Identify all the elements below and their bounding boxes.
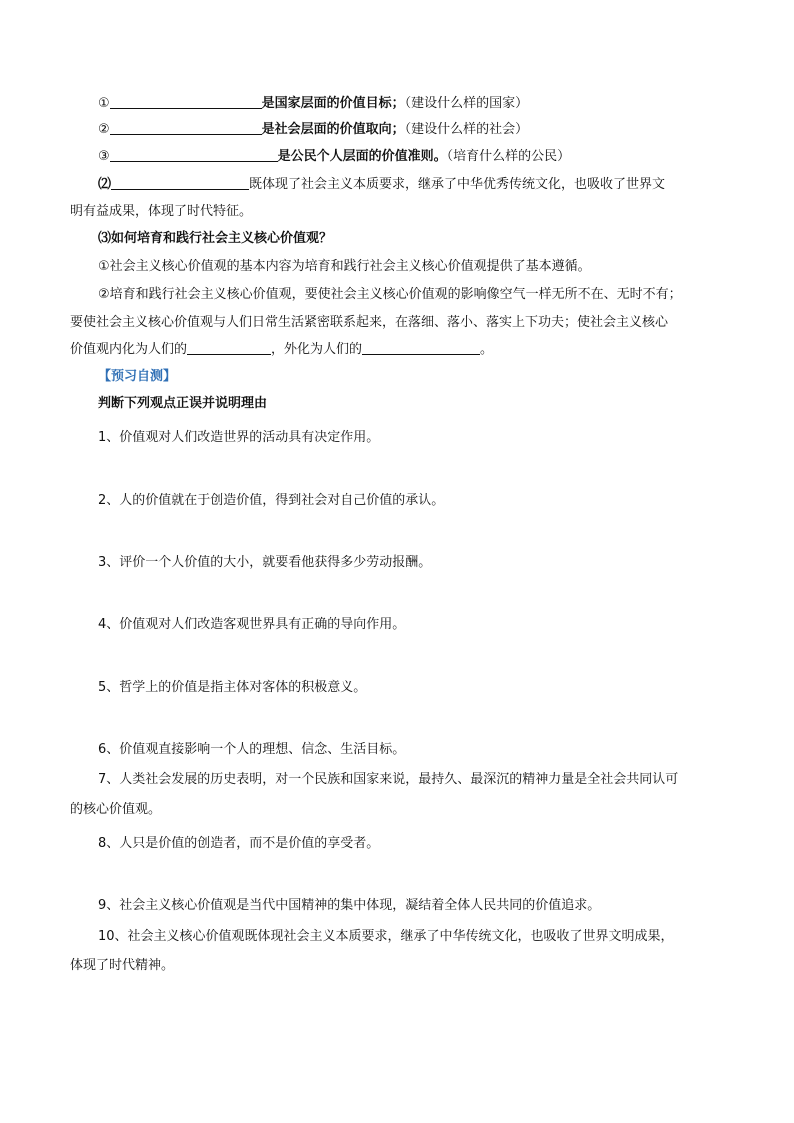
fill-blank[interactable] [187, 342, 271, 355]
fill-blank[interactable] [110, 96, 262, 109]
paragraph-text: 既体现了社会主义本质要求，继承了中华优秀传统文化，也吸收了世界文 [249, 177, 666, 192]
text: 价值观内化为人们的 [70, 342, 188, 357]
fill-blank[interactable] [110, 149, 278, 162]
value-line-2 [98, 122, 758, 138]
marker: ① [98, 96, 110, 111]
list-item: 10、社会主义核心价值观既体现社会主义本质要求，继承了中华传统文化，也吸收了世界文明成果， [98, 929, 674, 944]
list-item: 4、价值观对人们改造客观世界具有正确的导向作用。 [98, 617, 406, 632]
paragraph-2-line-2: 明有益成果，体现了时代特征。 [70, 204, 253, 219]
text: ，外化为人们的 [271, 342, 363, 357]
list-item: 6、价值观直接影响一个人的理想、信念、生活目标。 [98, 742, 406, 757]
answer-2-line-3 [70, 342, 730, 358]
answer-2-line-1: ②培育和践行社会主义核心价值观，要使社会主义核心价值观的影响像空气一样无所不在、无时不有； [98, 287, 682, 302]
text: 。 [480, 342, 494, 357]
list-item: 8、人只是价值的创造者，而不是价值的享受者。 [98, 836, 380, 851]
question-3: ⑶如何培育和践行社会主义核心价值观？ [98, 231, 333, 246]
list-item: 7、人类社会发展的历史表明，对一个民族和国家来说，最持久、最深沉的精神力量是全社会共同认可 [98, 772, 679, 787]
list-item: 1、价值观对人们改造世界的活动具有决定作用。 [98, 430, 380, 445]
list-item-continuation: 体现了时代精神。 [70, 958, 175, 973]
fill-blank[interactable] [362, 342, 480, 355]
marker: ③ [98, 149, 110, 164]
answer-1: ①社会主义核心价值观的基本内容为培育和践行社会主义核心价值观提供了基本遵循。 [98, 259, 591, 274]
marker: ⑵ [98, 177, 112, 192]
statement: 是公民个人层面的价值准则。 [277, 149, 447, 164]
instruction: 判断下列观点正误并说明理由 [98, 396, 268, 411]
note: （建设什么样的社会） [404, 122, 529, 137]
note: （建设什么样的国家） [404, 96, 529, 111]
answer-2-line-2: 要使社会主义核心价值观与人们日常生活紧密联系起来，在落细、落小、落实上下功夫；使社会主义核心 [70, 315, 669, 330]
list-item: 5、哲学上的价值是指主体对客体的积极意义。 [98, 680, 367, 695]
list-item: 3、评价一个人价值的大小，就要看他获得多少劳动报酬。 [98, 555, 432, 570]
statement: 是社会层面的价值取向； [261, 122, 405, 137]
value-line-1 [98, 96, 758, 112]
paragraph-2-line-1 [98, 177, 758, 193]
list-item-continuation: 的核心价值观。 [70, 802, 162, 817]
value-line-3 [98, 149, 758, 165]
fill-blank[interactable] [110, 122, 262, 135]
statement: 是国家层面的价值目标； [261, 96, 405, 111]
fill-blank[interactable] [111, 177, 249, 190]
note: （培育什么样的公民） [446, 149, 571, 164]
list-item: 2、人的价值就在于创造价值，得到社会对自己价值的承认。 [98, 493, 445, 508]
marker: ② [98, 122, 110, 137]
section-header: 【预习自测】 [98, 369, 177, 384]
list-item: 9、社会主义核心价值观是当代中国精神的集中体现，凝结着全体人民共同的价值追求。 [98, 898, 601, 913]
